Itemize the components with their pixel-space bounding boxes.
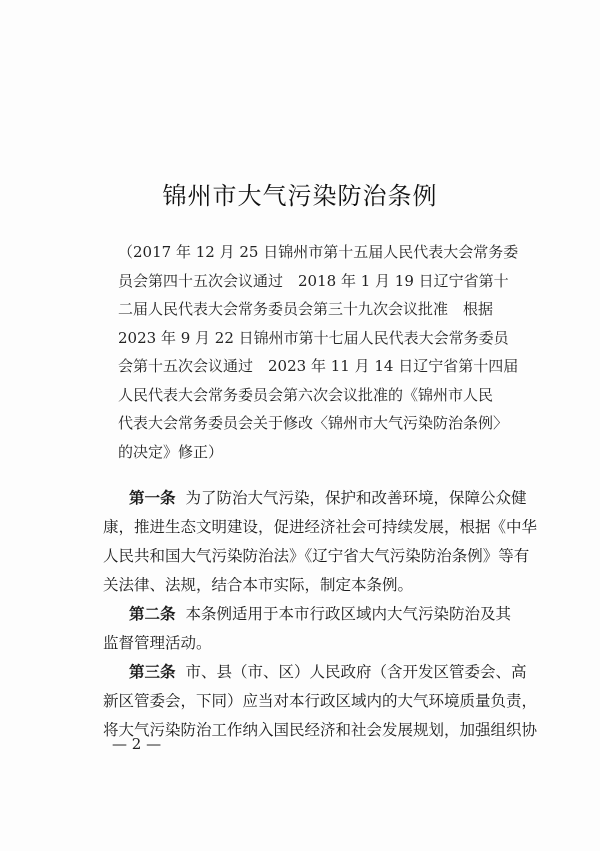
article-text: 市、县（市、区）人民政府（含开发区管委会、高 (185, 663, 527, 681)
article-line: 监督管理活动。 (103, 634, 212, 652)
article-first-line (103, 599, 523, 629)
note-line: 2023 年 9 月 22 日锦州市第十七届人民代表大会常务委员 (118, 328, 509, 347)
article-1 (103, 483, 538, 600)
article-3 (103, 657, 538, 745)
article-line: 人民共和国大气污染防治法》《辽宁省大气污染防治条例》等有 (103, 547, 530, 565)
article-first-line (103, 483, 527, 513)
document-title: 锦州市大气污染防治条例 (162, 182, 438, 210)
note-line: 的决定》修正） (118, 442, 224, 461)
article-2 (103, 599, 523, 658)
note-line: 二届人民代表大会常务委员会第三十九次会议批准 根据 (118, 300, 494, 318)
note-line: 人民代表大会常务委员会第六次会议批准的《锦州市人民 (118, 385, 494, 404)
article-text: 为了防治大气污染，保护和改善环境，保障公众健 (185, 489, 527, 507)
article-first-line (103, 657, 527, 687)
article-text: 本条例适用于本市行政区域内大气污染防治及其 (185, 605, 512, 623)
note-line: 员会第四十五次会议通过 2018 年 1 月 19 日辽宁省第十 (118, 271, 509, 290)
article-line: 新区管委会，下同）应当对本行政区域内的大气环境质量负责， (103, 692, 538, 710)
article-line: 将大气污染防治工作纳入国民经济和社会发展规划，加强组织协 (103, 721, 538, 739)
note-line: 会第十五次会议通过 2023 年 11 月 14 日辽宁省第十四届 (118, 357, 519, 375)
article-heading: 第一条 (129, 488, 176, 507)
page-number: — 2 — (112, 735, 162, 753)
article-heading: 第三条 (129, 662, 176, 681)
enactment-note (118, 238, 519, 466)
article-line: 康，推进生态文明建设，促进经济社会可持续发展，根据《中华 (103, 518, 538, 536)
note-line: 代表大会常务委员会关于修改〈锦州市大气污染防治条例〉 (118, 414, 509, 432)
note-line: （2017 年 12 月 25 日锦州市第十五届人民代表大会常务委 (118, 243, 519, 261)
article-heading: 第二条 (129, 604, 176, 623)
article-line: 关法律、法规，结合本市实际，制定本条例。 (103, 576, 414, 594)
